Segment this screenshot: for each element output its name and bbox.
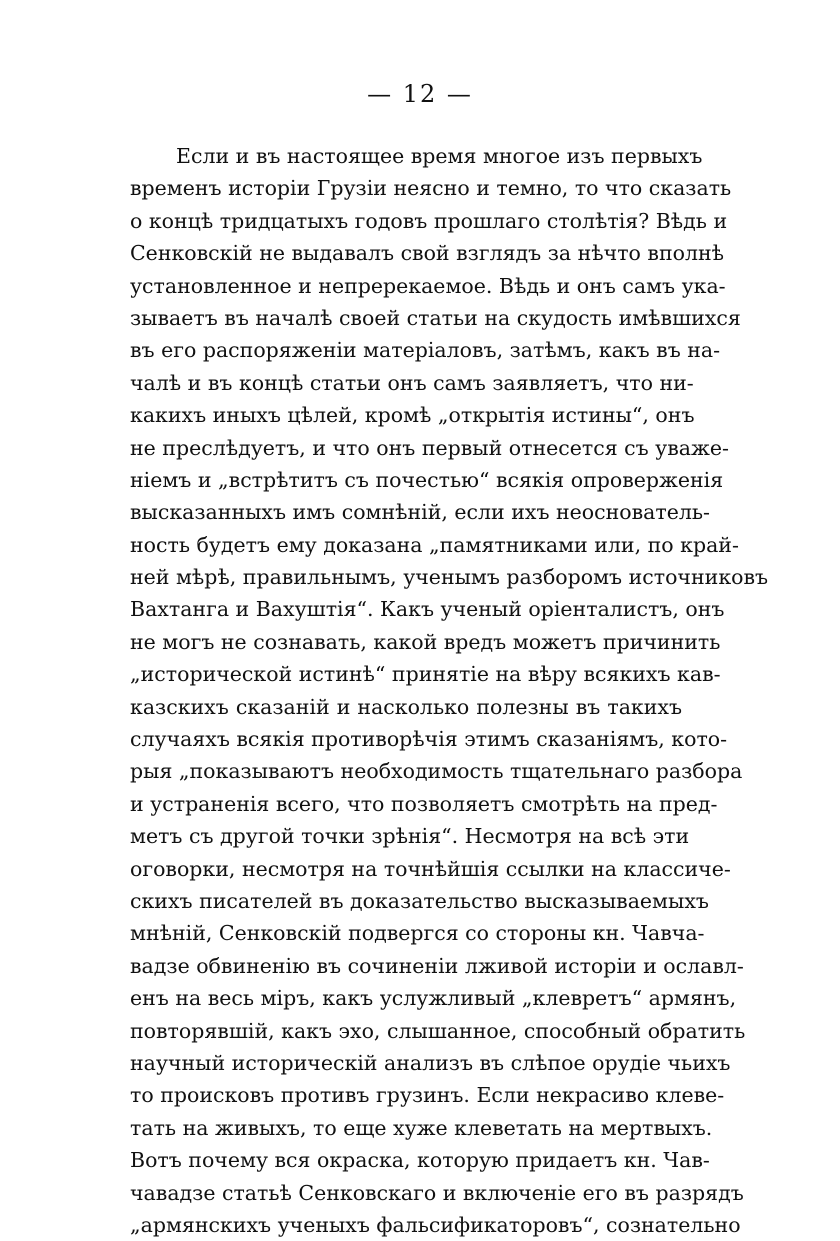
text-line: то происковъ противъ грузинъ. Если некрасиво клеве- bbox=[130, 1083, 725, 1108]
text-line: о концѣ тридцатыхъ годовъ прошлаго столѣтія? Вѣдь и bbox=[130, 208, 728, 233]
text-line: скихъ писателей въ доказательство высказываемыхъ bbox=[130, 888, 709, 913]
text-line: тать на живыхъ, то еще хуже клеветать на мертвыхъ. bbox=[130, 1115, 713, 1140]
text-line: мнѣній, Сенковскій подвергся со стороны кн. Чавча- bbox=[130, 921, 705, 946]
text-line: енъ на весь міръ, какъ услужливый „клевретъ“ армянъ, bbox=[130, 986, 737, 1011]
text-line: Сенковскій не выдавалъ свой взглядъ за нѣчто вполнѣ bbox=[130, 241, 724, 266]
text-line: Вотъ почему вся окраска, которую придаетъ кн. Чав- bbox=[130, 1148, 710, 1173]
text-line: повторявшій, какъ эхо, слышанное, способный обратить bbox=[130, 1018, 746, 1043]
text-line: оговорки, несмотря на точнѣйшія ссылки на классиче- bbox=[130, 856, 731, 881]
text-line: „исторической истинѣ“ принятіе на вѣру всякихъ кав- bbox=[130, 662, 721, 687]
text-line: чалѣ и въ концѣ статьи онъ самъ заявляетъ, что ни- bbox=[130, 370, 694, 395]
text-line: ность будетъ ему доказана „памятниками или, по край- bbox=[130, 532, 739, 557]
text-line: чавадзе статьѣ Сенковскаго и включеніе его въ разрядъ bbox=[130, 1180, 744, 1205]
text-line: ней мѣрѣ, правильнымъ, ученымъ разборомъ источниковъ bbox=[130, 565, 769, 590]
text-line: зываетъ въ началѣ своей статьи на скудость имѣвшихся bbox=[130, 305, 741, 330]
text-line: какихъ иныхъ цѣлей, кромѣ „открытія истины“, онъ bbox=[130, 403, 695, 428]
page-number: — 12 — bbox=[367, 80, 473, 108]
text-line: установленное и непререкаемое. Вѣдь и онъ самъ ука- bbox=[130, 273, 726, 298]
text-line: и устраненія всего, что позволяетъ смотрѣть на пред- bbox=[130, 791, 718, 816]
text-line: временъ исторіи Грузіи неясно и темно, то что сказать bbox=[130, 176, 732, 201]
text-line: вадзе обвиненію въ сочиненіи лживой исторіи и ославл- bbox=[130, 953, 744, 978]
text-line: „армянскихъ ученыхъ фальсификаторовъ“, сознательно bbox=[130, 1212, 741, 1237]
text-line: Если и въ настоящее время многое изъ первыхъ bbox=[176, 144, 703, 168]
text-line: не могъ не сознавать, какой вредъ можетъ причинить bbox=[130, 629, 721, 654]
text-line: въ его распоряженіи матеріаловъ, затѣмъ, какъ въ на- bbox=[130, 338, 721, 363]
text-line: не преслѣдуетъ, и что онъ первый отнесется съ уваже- bbox=[130, 435, 729, 460]
text-line: Вахтанга и Вахуштія“. Какъ ученый оріенталистъ, онъ bbox=[130, 597, 725, 622]
text-line: ніемъ и „встрѣтитъ съ почестью“ всякія опроверженія bbox=[130, 467, 724, 492]
text-line: случаяхъ всякія противорѣчія этимъ сказаніямъ, кото- bbox=[130, 727, 728, 752]
text-line: научный историческій анализъ въ слѣпое орудіе чьихъ bbox=[130, 1050, 731, 1075]
text-line: рыя „показываютъ необходимость тщательнаго разбора bbox=[130, 759, 743, 784]
text-line: казскихъ сказаній и насколько полезны въ такихъ bbox=[130, 694, 682, 719]
body-paragraph bbox=[130, 140, 769, 1241]
text-line: высказанныхъ имъ сомнѣній, если ихъ неоснователь- bbox=[130, 500, 710, 525]
text-line: метъ съ другой точки зрѣнія“. Несмотря на всѣ эти bbox=[130, 824, 690, 849]
